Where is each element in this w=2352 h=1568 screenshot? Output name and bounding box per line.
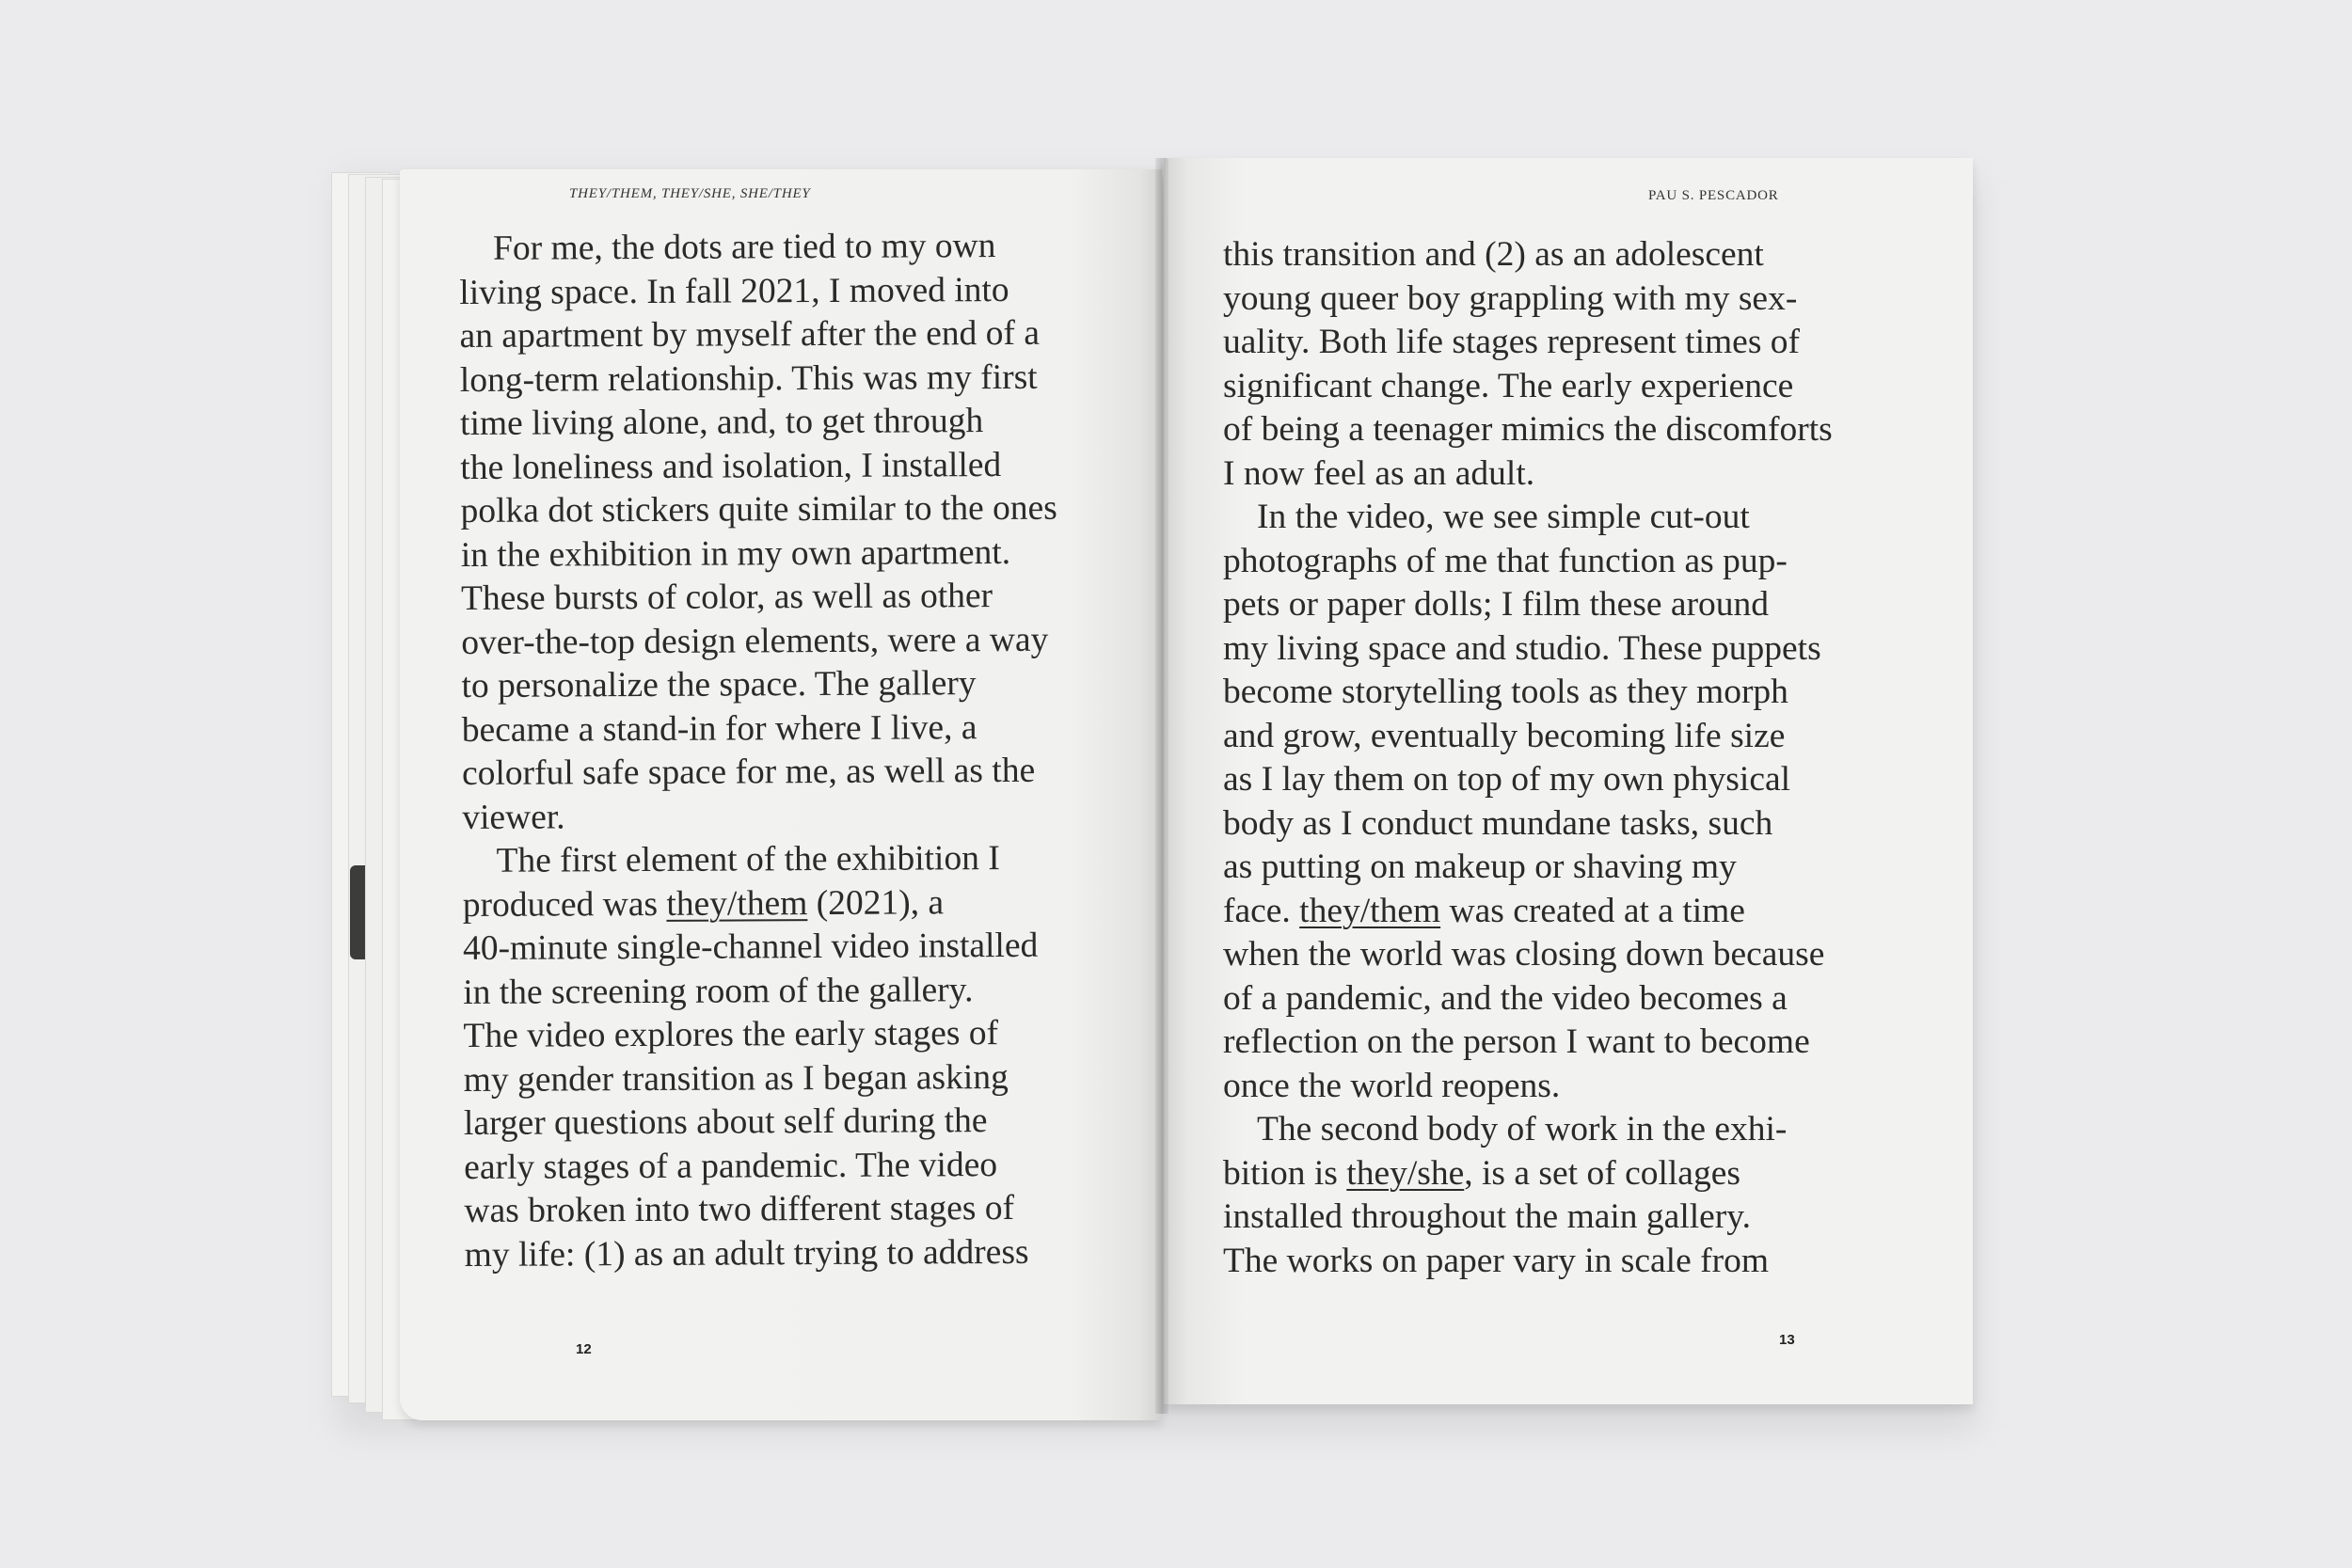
text-line: The second body of work in the exhi- bbox=[1257, 1110, 1788, 1148]
text-line: and grow, eventually becoming life size bbox=[1223, 716, 1786, 755]
text-line: uality. Both life stages represent times of bbox=[1223, 323, 1801, 361]
text-line bbox=[1223, 890, 1833, 934]
work-title: they/them bbox=[1299, 891, 1441, 930]
text-line: 40-minute single-channel video installed bbox=[462, 926, 1039, 968]
text-line: my life: (1) as an adult trying to address bbox=[464, 1232, 1029, 1275]
text-line: significant change. The early experience bbox=[1223, 366, 1794, 405]
work-title: they/she bbox=[1346, 1153, 1465, 1193]
text-line: to personalize the space. The gallery bbox=[461, 664, 977, 705]
text-line: young queer boy grappling with my sex- bbox=[1223, 278, 1798, 318]
text-line: viewer. bbox=[462, 797, 565, 837]
text-line-part: produced was bbox=[462, 884, 667, 925]
text-line: early stages of a pandemic. The video bbox=[464, 1145, 998, 1187]
running-head-right: PAU S. PESCADOR bbox=[1648, 188, 1779, 203]
text-line-part: bition is bbox=[1223, 1153, 1347, 1193]
text-line: The first element of the exhibition I bbox=[496, 838, 1000, 880]
page-number-left: 12 bbox=[576, 1341, 592, 1357]
right-page-body-text bbox=[1223, 233, 1833, 1283]
text-line: my living space and studio. These puppets bbox=[1223, 628, 1821, 668]
text-line: when the world was closing down because bbox=[1223, 935, 1825, 974]
text-line bbox=[463, 880, 1060, 927]
text-line: reflection on the person I want to become bbox=[1223, 1022, 1810, 1061]
text-line: the loneliness and isolation, I installed bbox=[460, 445, 1002, 487]
text-line: living space. In fall 2021, I moved into bbox=[459, 270, 1009, 312]
text-line: pets or paper dolls; I film these around bbox=[1223, 585, 1770, 624]
text-line: in the exhibition in my own apartment. bbox=[460, 532, 1011, 575]
text-line-part: face. bbox=[1223, 891, 1300, 930]
text-line: my gender transition as I began asking bbox=[463, 1057, 1009, 1100]
text-line: became a stand-in for where I live, a bbox=[461, 707, 977, 750]
text-line: The video explores the early stages of bbox=[463, 1014, 999, 1055]
text-line: photographs of me that function as pup- bbox=[1223, 541, 1788, 580]
work-title: they/them bbox=[666, 883, 808, 924]
text-line-part: was created at a time bbox=[1440, 891, 1745, 930]
text-line: as I lay them on top of my own physical bbox=[1223, 760, 1791, 799]
text-line: body as I conduct mundane tasks, such bbox=[1223, 803, 1773, 843]
text-line: in the screening room of the gallery. bbox=[463, 970, 974, 1012]
text-line bbox=[1223, 1152, 1833, 1196]
book-gutter bbox=[1155, 158, 1168, 1414]
text-line: time living alone, and, to get through bbox=[459, 402, 984, 443]
text-line: In the video, we see simple cut-out bbox=[1257, 498, 1750, 536]
text-line: as putting on makeup or shaving my bbox=[1223, 847, 1737, 886]
text-line: I now feel as an adult. bbox=[1223, 453, 1535, 493]
text-line: become storytelling tools as they morph bbox=[1223, 673, 1788, 711]
text-line: larger questions about self during the bbox=[463, 1101, 988, 1143]
text-line: of being a teenager mimics the discomforts bbox=[1223, 410, 1833, 449]
text-line: over-the-top design elements, were a way bbox=[461, 620, 1049, 662]
page-number-right: 13 bbox=[1779, 1332, 1795, 1348]
text-line: polka dot stickers quite similar to the ones bbox=[460, 488, 1057, 531]
text-line: These bursts of color, as well as other bbox=[460, 577, 993, 618]
text-line: long-term relationship. This was my first bbox=[459, 357, 1038, 400]
running-head-left: THEY/THEM, THEY/SHE, SHE/THEY bbox=[569, 186, 811, 201]
text-line: this transition and (2) as an adolescent bbox=[1223, 235, 1764, 274]
text-line: once the world reopens. bbox=[1223, 1066, 1561, 1105]
left-page-body-text bbox=[459, 225, 1061, 1277]
text-line-part: , is a set of collages bbox=[1464, 1153, 1740, 1193]
text-line-part: (2021), a bbox=[807, 882, 945, 923]
text-line: of a pandemic, and the video becomes a bbox=[1223, 978, 1788, 1018]
text-line: an apartment by myself after the end of a bbox=[459, 313, 1041, 356]
text-line: installed throughout the main gallery. bbox=[1223, 1197, 1751, 1236]
text-line: was broken into two different stages of bbox=[464, 1188, 1015, 1230]
text-line: For me, the dots are tied to my own bbox=[493, 227, 996, 268]
text-line: colorful safe space for me, as well as the bbox=[461, 751, 1036, 793]
text-line: The works on paper vary in scale from bbox=[1223, 1241, 1770, 1280]
